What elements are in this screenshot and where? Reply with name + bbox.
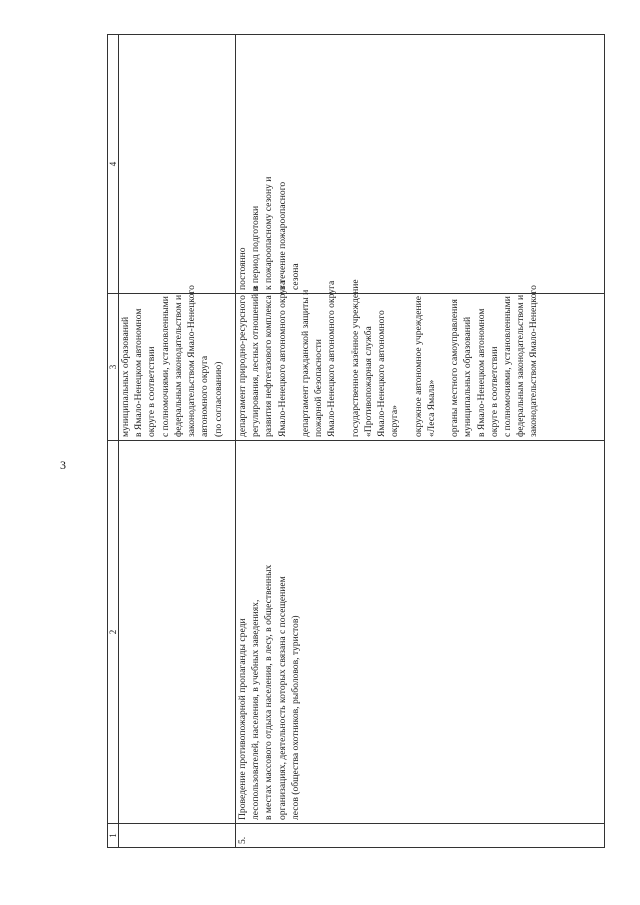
- text-line: органы местного самоуправления: [449, 299, 461, 437]
- text-line: округе в соответствии: [146, 346, 158, 437]
- text-line: Ямало-Ненецкого автономного округа: [276, 280, 288, 437]
- column-header-4: 4: [108, 35, 119, 294]
- text-line: законодательством Ямало-Ненецкого: [528, 285, 540, 437]
- text-line: округа»: [389, 405, 401, 437]
- text-line: лесов (общества охотников, рыболовов, туристов): [289, 615, 301, 820]
- spacer: [438, 297, 448, 437]
- text-line: законодательством Ямало-Ненецкого: [186, 285, 198, 437]
- text-line: округе в соответствии: [488, 346, 500, 437]
- spacer: [339, 297, 349, 437]
- spacer: [402, 297, 412, 437]
- text-line: Ямало-Ненецкого автономного: [376, 310, 388, 437]
- text-line: автономного округа: [199, 355, 211, 437]
- text-line: в Ямало-Ненецком автономном: [133, 308, 145, 437]
- text-line: муниципальных образований: [462, 316, 474, 437]
- text-line: сезона: [289, 263, 301, 290]
- text-line: в период подготовки: [250, 205, 262, 290]
- text-line: развития нефтегазового комплекса: [263, 295, 275, 437]
- text-line: с полномочиями, установленными: [159, 296, 171, 437]
- text-line: департамент природно-ресурсного: [237, 295, 248, 437]
- table-row-continued: [119, 35, 236, 848]
- text-line: «Противопожарная служба: [362, 326, 374, 437]
- text-line: «Леса Ямала»: [425, 379, 437, 437]
- text-line: организациях, деятельность которых связана с посещением: [276, 576, 288, 820]
- text-line: (по согласованию): [212, 361, 224, 437]
- spacer: [289, 297, 299, 437]
- cell-executors: [236, 279, 605, 441]
- cell-description-empty: [119, 441, 236, 824]
- text-line: федеральным законодательством и: [172, 294, 184, 437]
- text-line: лесопользователей, населения, в учебных заведениях,: [250, 599, 262, 820]
- text-line: департамент гражданской защиты и: [299, 289, 311, 437]
- cell-term-empty: [119, 35, 236, 294]
- table-header-row: [108, 35, 119, 848]
- text-line: муниципальных образований: [120, 316, 131, 437]
- measures-table: [107, 34, 605, 848]
- table-row-5: [236, 35, 605, 848]
- text-line: постоянно: [237, 247, 248, 290]
- column-header-1: 1: [108, 824, 119, 848]
- page-number: 3: [60, 458, 66, 472]
- cell-number-empty: [119, 824, 236, 848]
- cell-number: 5.: [236, 824, 605, 848]
- cell-term: [236, 35, 605, 294]
- text-line: в Ямало-Ненецком автономном: [475, 308, 487, 437]
- text-line: пожарной безопасности: [313, 339, 325, 437]
- cell-description: [236, 441, 605, 824]
- text-line: Проведение противопожарной пропаганды среди: [237, 618, 248, 820]
- text-line: Ямало-Ненецкого автономного округа: [326, 280, 338, 437]
- cell-executors-continued: [119, 285, 236, 441]
- text-line: регулирования, лесных отношений и: [250, 286, 262, 437]
- column-header-3: 3: [108, 294, 119, 441]
- text-line: государственное казённое учреждение: [349, 279, 361, 437]
- rotated-table-container: [107, 63, 605, 848]
- text-line: окружное автономное учреждение: [412, 295, 424, 437]
- column-header-2: 2: [108, 441, 119, 824]
- text-line: федеральным законодательством и: [515, 294, 527, 437]
- text-line: в местах массового отдыха населения, в лесу, в общественных: [263, 564, 275, 820]
- text-line: с полномочиями, установленными: [501, 296, 513, 437]
- text-line: к пожароопасному сезону и: [263, 176, 275, 290]
- text-line: в течение пожароопасного: [276, 181, 288, 290]
